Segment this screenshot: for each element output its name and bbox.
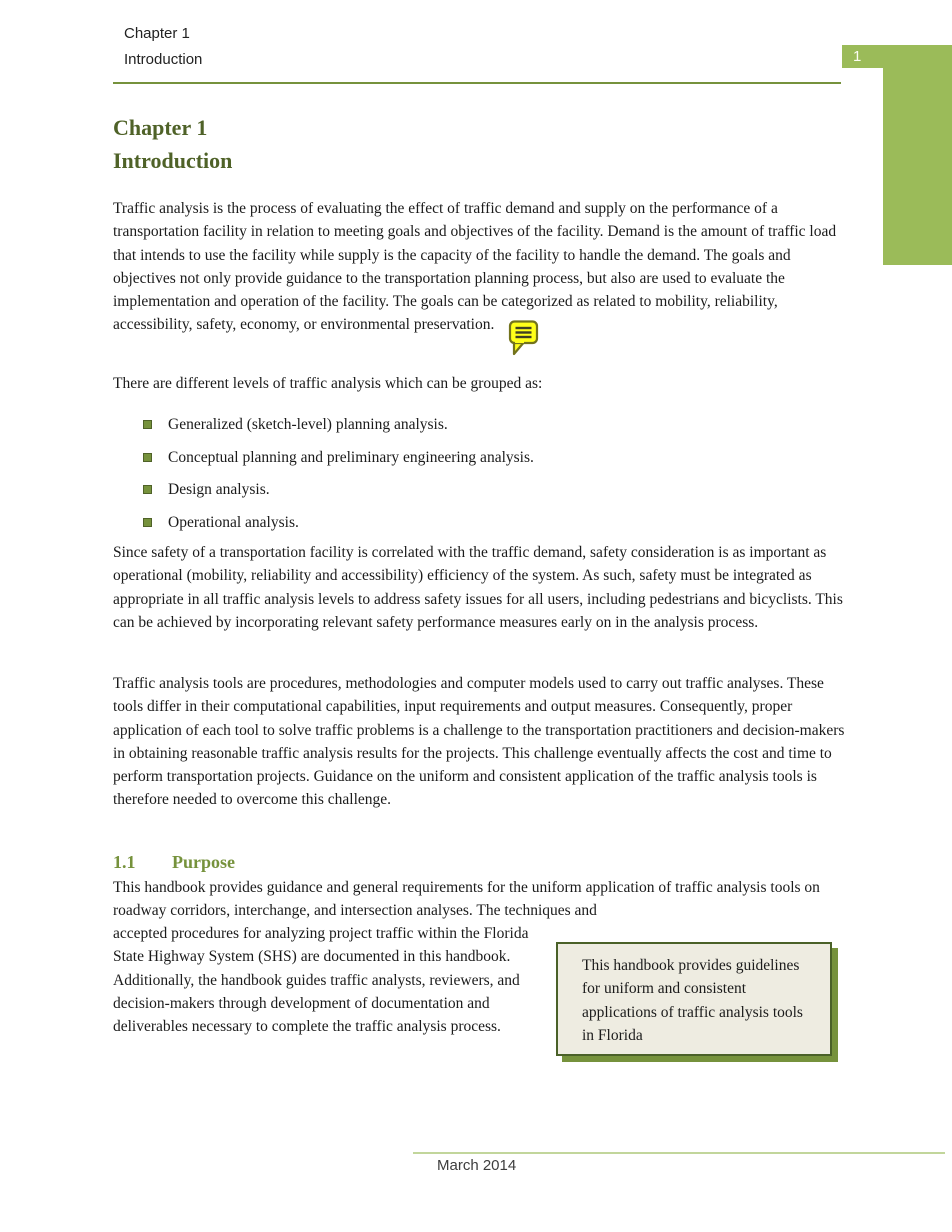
- bullet-list: [143, 413, 833, 544]
- paragraph-safety: Since safety of a transportation facility is correlated with the traffic demand, safety consideration is as important as operational (mobility, reliability and accessibility) efficiency of the system. As such, safety must be integrated as appropriate in all traffic analysis levels to address safety issues for all users, including pedestrians and bicyclists. This can be achieved by incorporating relevant safety performance measures early on in the analysis process.: [113, 544, 843, 631]
- paragraph-tools: Traffic analysis tools are procedures, methodologies and computer models used to carry out traffic analyses. These tools differ in their computational capabilities, input requirements and output measures. Consequently, proper application of each tool to solve traffic problems is a challenge to the transportation practitioners and decision-makers in obtaining reasonable traffic analysis results for the projects. This challenge eventually affects the cost and time to perform transportation projects. Guidance on the uniform and consistent application of the traffic analysis tools is therefore needed to overcome this challenge.: [113, 675, 845, 809]
- bullet-square-icon: [143, 420, 152, 429]
- list-item-text: Conceptual planning and preliminary engineering analysis.: [168, 448, 534, 466]
- list-item: [143, 478, 833, 501]
- callout-text: This handbook provides guidelines for uniform and consistent applications of traffic analysis tools in Florida: [582, 957, 803, 1044]
- header-rule: [113, 82, 841, 84]
- bullet-square-icon: [143, 453, 152, 462]
- list-item-text: Design analysis.: [168, 481, 270, 499]
- list-item-text: Generalized (sketch-level) planning analysis.: [168, 416, 448, 433]
- chapter-title-line2: Introduction: [113, 148, 233, 173]
- comment-note-icon[interactable]: [506, 319, 540, 359]
- bullet-square-icon: [143, 485, 152, 494]
- footer-date: March 2014: [437, 1157, 517, 1174]
- bullet-square-icon: [143, 518, 152, 527]
- running-header-chapter: Chapter 1: [124, 25, 190, 42]
- running-header-title: Introduction: [124, 51, 203, 68]
- footer-rule: [413, 1152, 945, 1154]
- paragraph-levels-intro: There are different levels of traffic analysis which can be grouped as:: [113, 375, 543, 392]
- paragraph-traffic-analysis: Traffic analysis is the process of evaluating the effect of traffic demand and supply on the performance of a transportation facility in relation to meeting goals and objectives of the facility. Demand is the amount of traffic load that intends to use the facility while supply is the capacity of the facility to handle the demand. The goals and objectives not only provide guidance to the transportation planning process, but also are used to evaluate the implementation and operation of the facility. The goals can be categorized as related to mobility, reliability, accessibility, safety, economy, or environmental preservation.: [113, 200, 837, 334]
- section-number: 1.1: [113, 852, 136, 872]
- paragraph-purpose-wrapped: accepted procedures for analyzing project traffic within the Florida State Highway System (SHS) are documented in this handbook. Additionally, the handbook guides traffic analysts, reviewers, and decision-makers through development of documentation and deliverables necessary to complete the traffic analysis process.: [113, 925, 529, 1036]
- chapter-title-line1: Chapter 1: [113, 115, 208, 140]
- page-number: 1: [853, 48, 862, 65]
- callout-box: [556, 942, 832, 1056]
- running-header: [124, 21, 202, 73]
- list-item: [143, 446, 833, 469]
- section-heading-purpose: [113, 849, 235, 875]
- side-accent-block: [883, 68, 952, 265]
- list-item-text: Operational analysis.: [168, 514, 299, 532]
- list-item: [143, 511, 833, 534]
- list-item: [143, 413, 833, 436]
- chapter-title: [113, 111, 232, 177]
- paragraph-purpose-intro: This handbook provides guidance and general requirements for the uniform application of traffic analysis tools on roadway corridors, interchange, and intersection analyses. The techniques and: [113, 879, 820, 920]
- section-title: Purpose: [172, 852, 235, 872]
- page-number-tab: [842, 45, 952, 68]
